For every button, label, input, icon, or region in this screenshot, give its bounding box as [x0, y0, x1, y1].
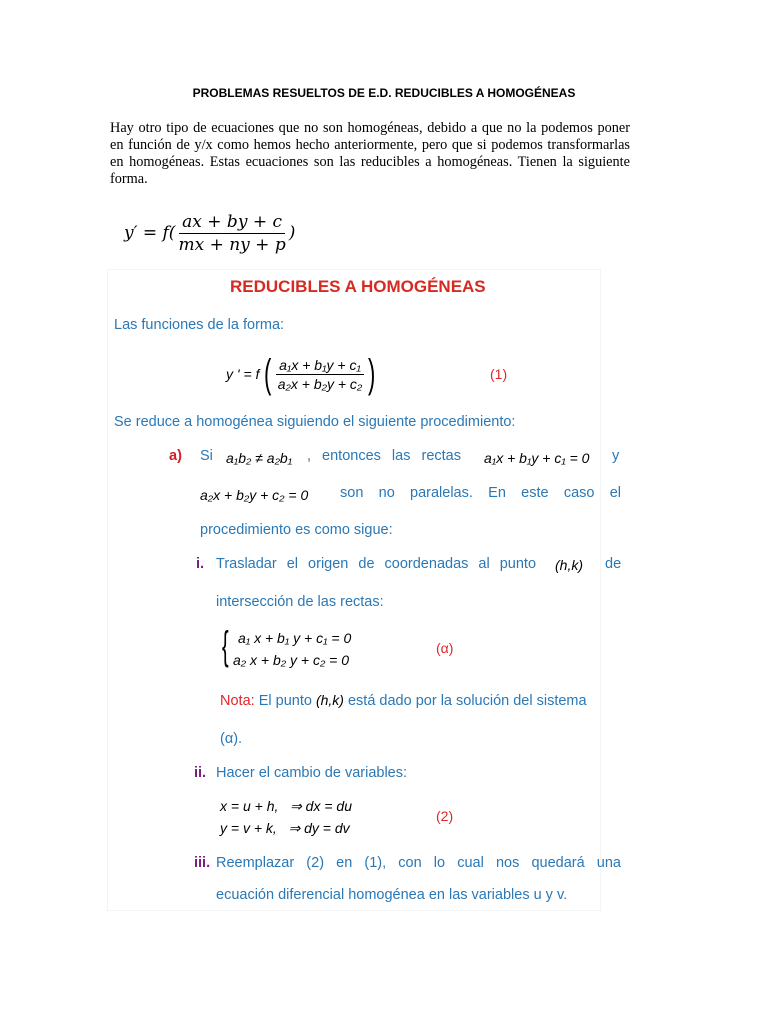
equation-1-numerator: a₁x + b₁y + c₁	[276, 357, 364, 375]
general-equation	[124, 212, 295, 255]
note-text2: está dado por la solución del sistema	[347, 693, 587, 709]
right-paren-icon: )	[368, 352, 376, 396]
step-i-de: de	[605, 556, 622, 572]
step-i-point: (h,k)	[555, 557, 583, 573]
step-a-line2: a₂x + b₂y + c₂ = 0	[200, 487, 309, 503]
step-iii-text2: ecuación diferencial homogénea en las variables u y v.	[216, 887, 568, 903]
note-text: El punto	[258, 693, 312, 709]
general-equation-lhs: y′ = f(	[124, 223, 176, 243]
step-a-text2: son no paralelas. En este caso el	[340, 485, 621, 501]
general-equation-denominator: mx + ny + p	[178, 235, 286, 255]
note-reference: (α).	[220, 731, 243, 747]
step-a-condition: a₁b₂ ≠ a₂b₁	[226, 450, 293, 466]
step-a-and: y	[612, 448, 620, 464]
note-point: (h,k)	[315, 692, 344, 708]
system-equation-1: a₁ x + b₁ y + c₁ = 0	[238, 630, 352, 646]
functions-intro: Las funciones de la forma:	[114, 317, 285, 333]
page-title: PROBLEMAS RESUELTOS DE E.D. REDUCIBLES A HOMOGÉNEAS	[192, 86, 576, 100]
procedure-intro: Se reduce a homogénea siguiendo el siguiente procedimiento:	[114, 414, 516, 430]
intro-paragraph: Hay otro tipo de ecuaciones que no son homogéneas, debido a que no la podemos poner en función de y/x como hemos hecho anteriormente, pero que si podemos transformarlas en homogéneas. Estas ecuaciones son las reducibles a homogéneas. Tienen la siguiente forma.	[110, 120, 630, 187]
change-equation-2: y = v + k, ⇒ dy = dv	[220, 820, 350, 836]
left-paren-icon: (	[264, 352, 272, 396]
equation-1-lhs: y ' = f	[226, 366, 260, 382]
step-a-si: Si	[200, 448, 213, 464]
step-a-text3: procedimiento es como sigue:	[200, 522, 393, 538]
general-equation-fraction	[175, 212, 288, 255]
step-a-marker: a)	[169, 448, 182, 464]
left-brace-icon: {	[222, 624, 229, 668]
system-equation-2: a₂ x + b₂ y + c₂ = 0	[233, 652, 350, 668]
step-iii-text1: Reemplazar (2) en (1), con lo cual nos quedará una	[216, 855, 621, 871]
step-a-text1: , entonces las rectas	[307, 448, 461, 464]
note-label: Nota:	[220, 693, 255, 709]
section-heading: REDUCIBLES A HOMOGÉNEAS	[230, 277, 486, 296]
step-ii-text: Hacer el cambio de variables:	[216, 765, 408, 781]
general-equation-numerator: ax + by + c	[179, 212, 285, 234]
step-i-text1: Trasladar el origen de coordenadas al punto	[216, 556, 537, 572]
equation-1-fraction	[275, 357, 366, 392]
change-equation-1: x = u + h, ⇒ dx = du	[220, 798, 352, 814]
equation-1	[226, 352, 396, 396]
step-ii-marker: ii.	[194, 765, 207, 781]
step-i-text2: intersección de las rectas:	[216, 594, 384, 610]
equation-1-tag: (1)	[490, 366, 508, 382]
step-a-line1: a₁x + b₁y + c₁ = 0	[484, 450, 590, 466]
system-tag: (α)	[436, 640, 454, 656]
change-tag: (2)	[436, 808, 454, 824]
step-iii-marker: iii.	[194, 855, 211, 871]
equation-1-denominator: a₂x + b₂y + c₂	[277, 375, 363, 392]
general-equation-rhs: )	[288, 223, 296, 243]
step-i-marker: i.	[196, 556, 205, 572]
note	[220, 692, 587, 709]
